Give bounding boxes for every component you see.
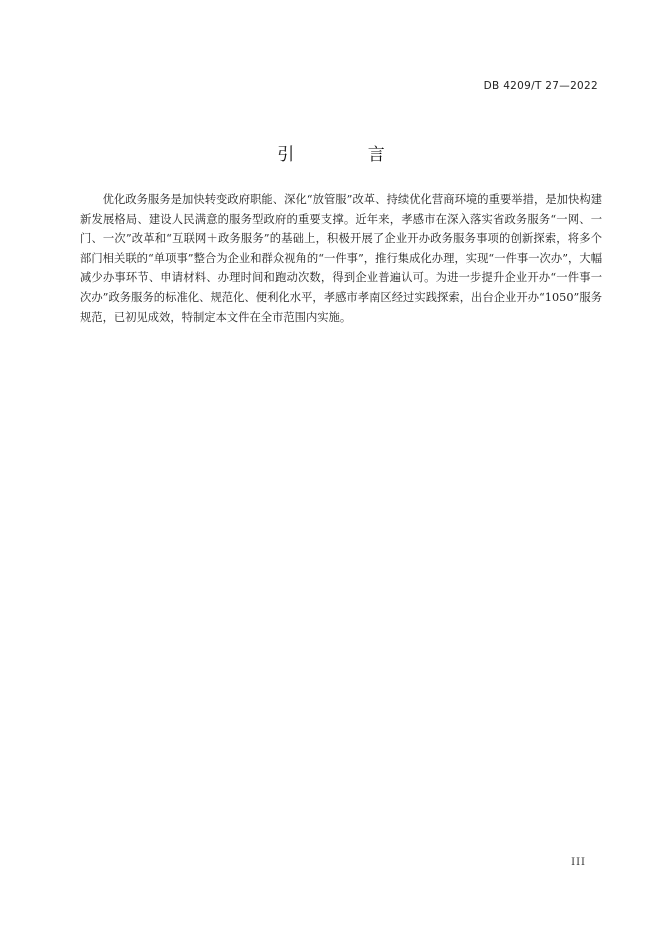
page-number: III <box>571 857 586 868</box>
document-code: DB 4209/T 27—2022 <box>483 80 598 92</box>
section-body <box>80 190 602 327</box>
section-title: 引 言 <box>277 145 419 165</box>
body-paragraph: 优化政务服务是加快转变政府职能、深化“放管服”改革、持续优化营商环境的重要举措，是加快构建新发展格局、建设人民满意的服务型政府的重要支撑。近年来，孝感市在深入落实省政务服务“一网、一门、一次”改革和“互联网＋政务服务”的基础上，积极开展了企业开办政务服务事项的创新探索，将多个部门相关联的“单项事”整合为企业和群众视角的“一件事”，推行集成化办理，实现“一件事一次办”，大幅减少办事环节、申请材料、办理时间和跑动次数，得到企业普遍认可。为进一步提升企业开办“一件事一次办”政务服务的标准化、规范化、便利化水平，孝感市孝南区经过实践探索，出台企业开办“1050”服务规范，已初见成效，特制定本文件在全市范围内实施。 <box>80 193 602 324</box>
